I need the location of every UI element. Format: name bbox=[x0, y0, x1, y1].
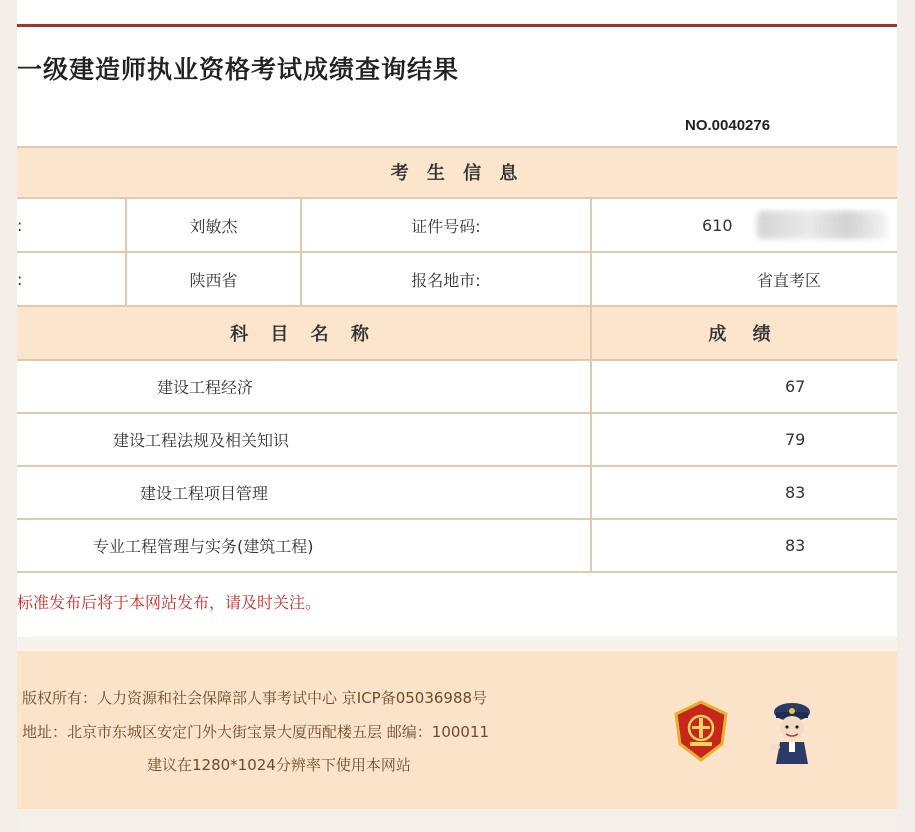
table-border bbox=[17, 251, 897, 253]
table-border bbox=[300, 199, 302, 305]
table-border bbox=[17, 571, 897, 573]
score-cell: 67 bbox=[785, 377, 806, 396]
city-value: 省直考区 bbox=[757, 270, 822, 290]
party-government-badge-icon[interactable] bbox=[672, 700, 730, 762]
police-mascot-icon[interactable] bbox=[762, 698, 822, 766]
score-cell: 79 bbox=[785, 430, 806, 449]
candidate-province: 陕西省 bbox=[189, 270, 238, 290]
candidate-name: 刘敏杰 bbox=[189, 216, 238, 236]
candidate-info-header: 考 生 信 息 bbox=[17, 147, 897, 197]
id-number-label: 证件号码: bbox=[411, 216, 481, 236]
id-number-redaction bbox=[757, 211, 887, 239]
subject-cell: 建设工程经济 bbox=[157, 378, 254, 397]
table-border bbox=[125, 199, 127, 305]
name-label: : bbox=[17, 215, 23, 235]
score-header: 成 绩 bbox=[592, 307, 897, 359]
score-cell: 83 bbox=[785, 536, 806, 555]
table-border bbox=[17, 412, 897, 414]
result-page bbox=[17, 0, 897, 832]
table-border bbox=[17, 518, 897, 520]
table-border bbox=[17, 197, 897, 199]
page-title: 一级建造师执业资格考试成绩查询结果 bbox=[17, 55, 460, 84]
notice-text: 标准发布后将于本网站发布，请及时关注。 bbox=[17, 593, 322, 612]
subject-cell: 建设工程项目管理 bbox=[140, 484, 269, 503]
subject-header: 科 目 名 称 bbox=[17, 307, 590, 359]
bottom-strip bbox=[17, 809, 897, 832]
subject-cell: 建设工程法规及相关知识 bbox=[113, 431, 290, 450]
table-border bbox=[17, 146, 897, 148]
subject-cell: 专业工程管理与实务(建筑工程) bbox=[93, 537, 314, 556]
city-label: 报名地市: bbox=[411, 270, 481, 290]
table-border bbox=[590, 199, 592, 573]
table-border bbox=[17, 465, 897, 467]
footer-address: 地址：北京市东城区安定门外大街宝景大厦西配楼五层 邮编：100011 bbox=[22, 723, 490, 741]
footer-copyright: 版权所有：人力资源和社会保障部人事考试中心 京ICP备05036988号 bbox=[22, 689, 488, 707]
top-rule bbox=[17, 24, 897, 27]
score-cell: 83 bbox=[785, 483, 806, 502]
province-label: : bbox=[17, 269, 23, 289]
id-number-value: 610 bbox=[702, 215, 733, 235]
table-border bbox=[17, 359, 897, 361]
footer-resolution-note: 建议在1280*1024分辨率下使用本网站 bbox=[147, 756, 411, 774]
footer-separator bbox=[17, 637, 897, 651]
table-border bbox=[17, 305, 897, 307]
certificate-number: NO.0040276 bbox=[685, 117, 771, 134]
